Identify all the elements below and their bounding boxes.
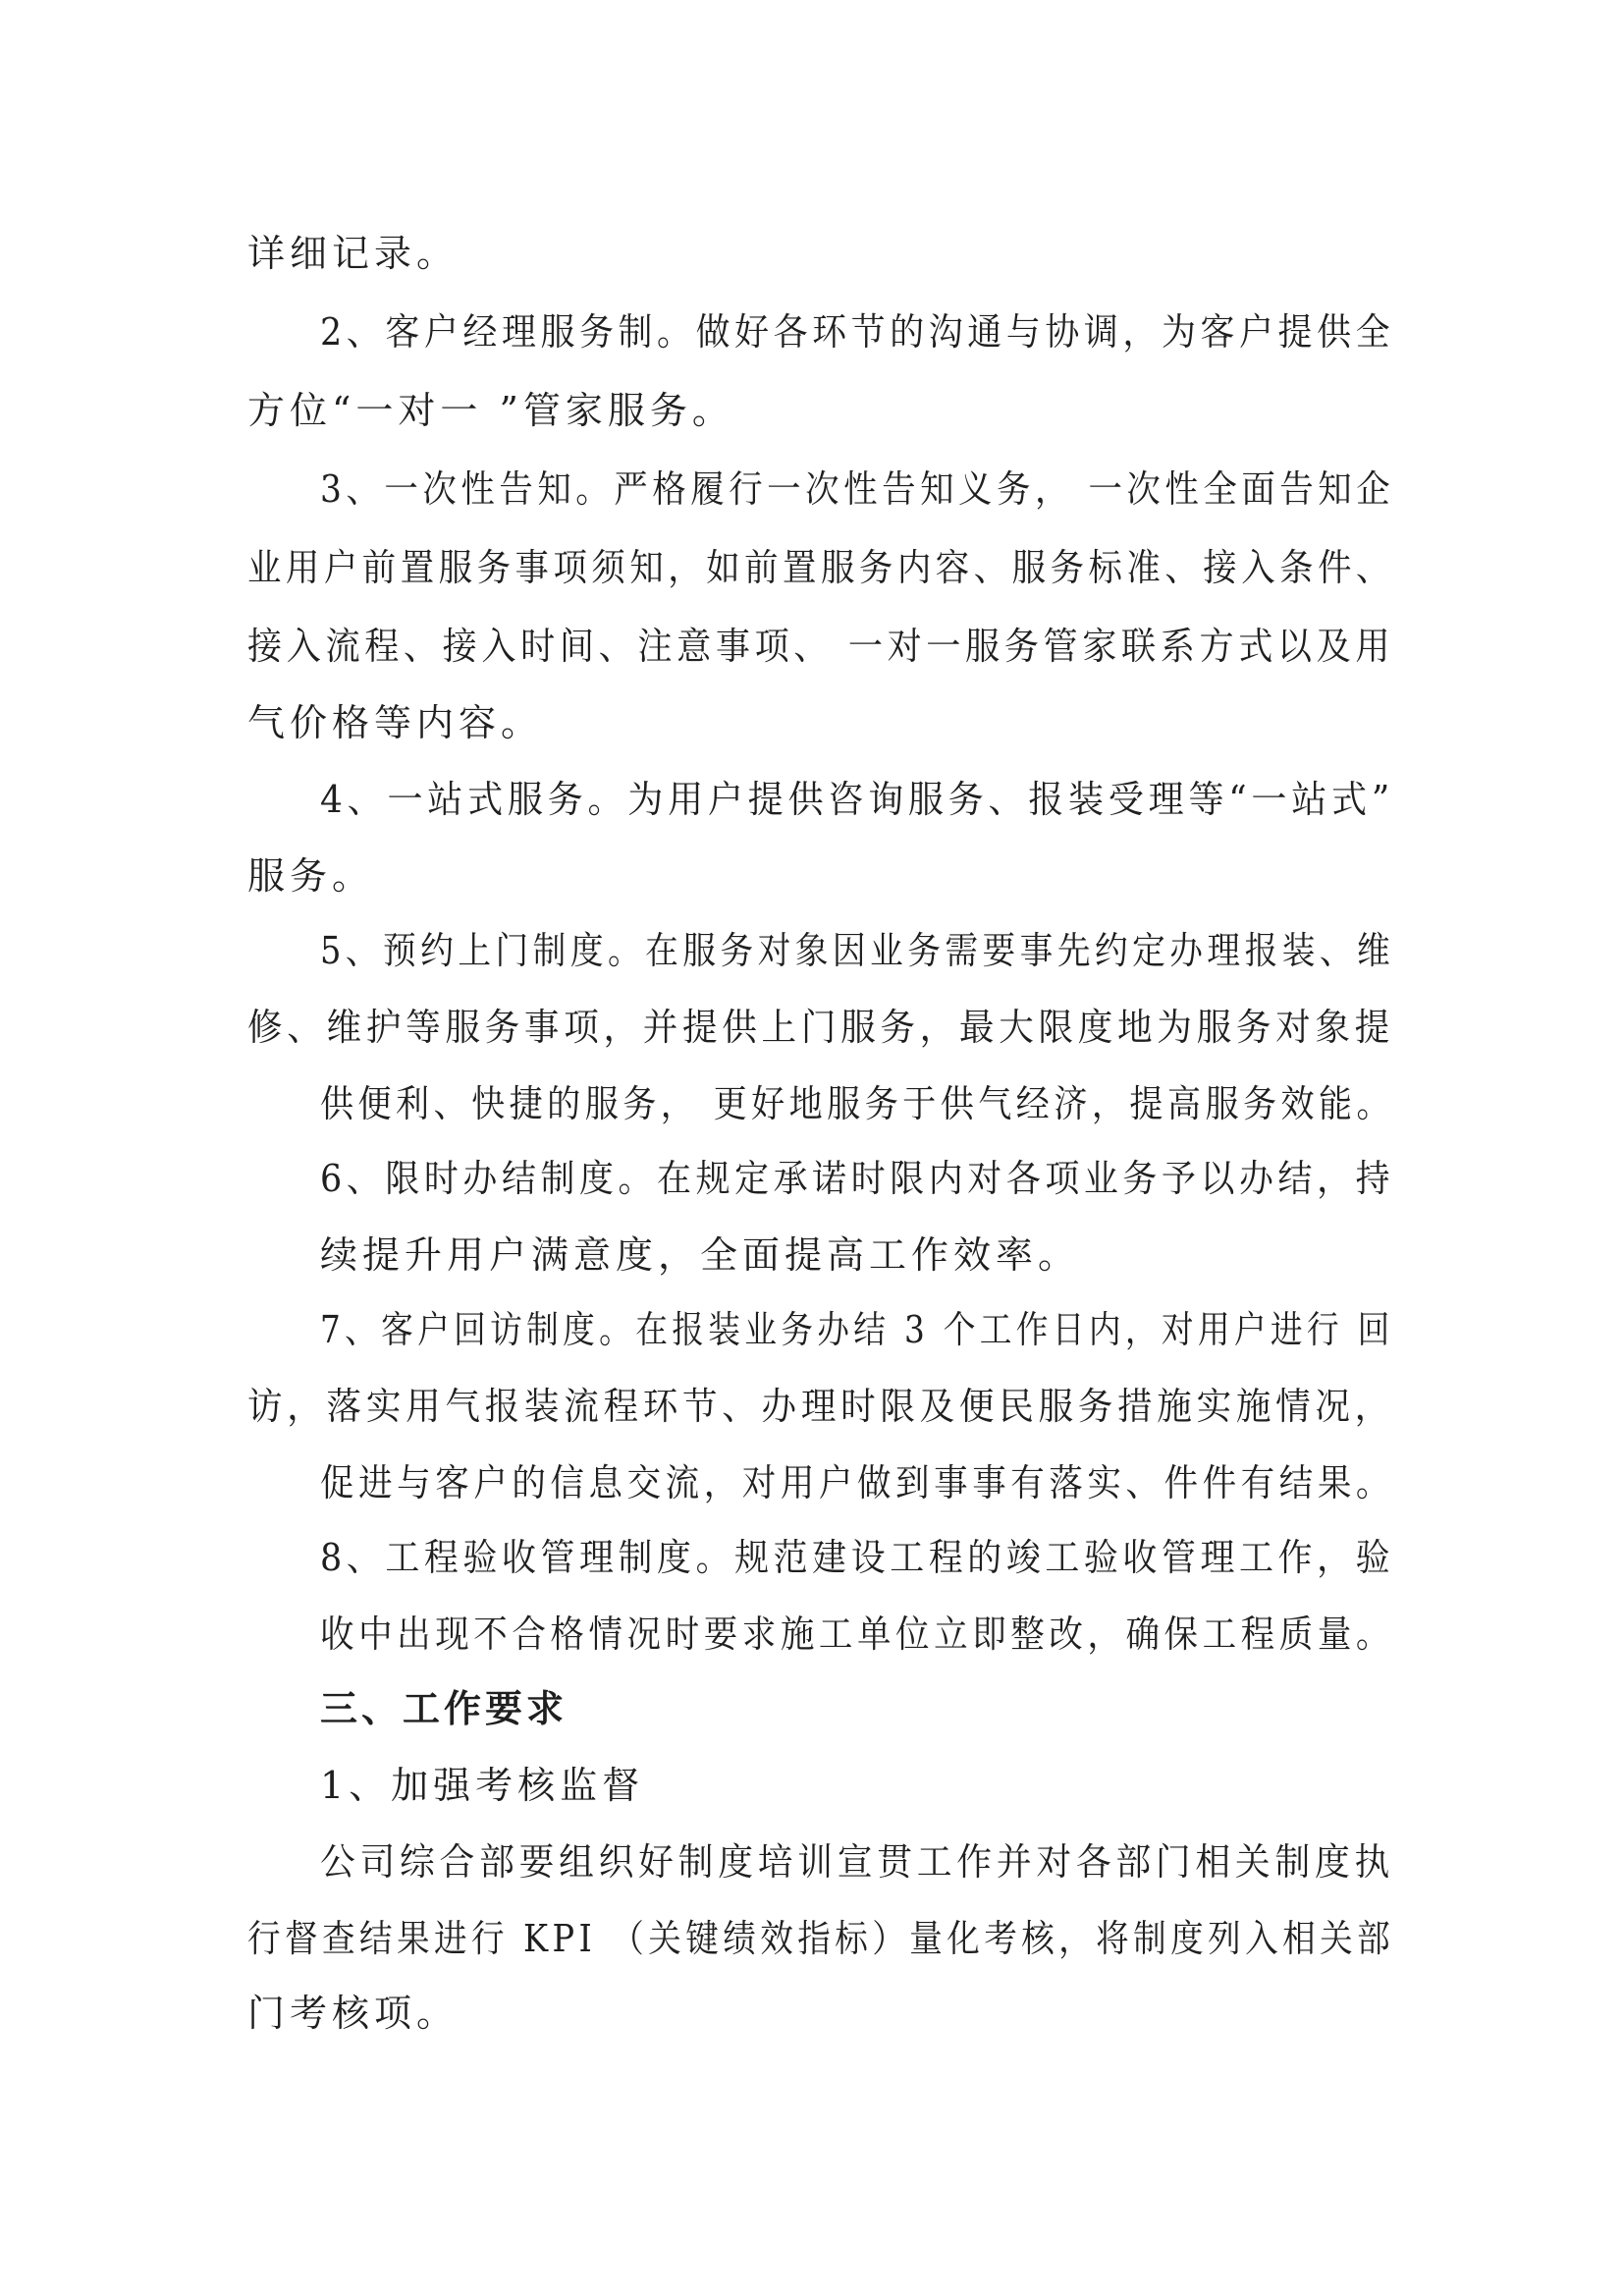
text-line: 续提升用户满意度，全面提高工作效率。 (320, 1233, 1081, 1277)
text-line: 修、维护等服务事项，并提供上门服务，最大限度地为服务对象提 (247, 1006, 1394, 1049)
text-line: 6、限时办结制度。在规定承诺时限内对各项业务予以办结，持 (320, 1157, 1395, 1200)
text-line: 公司综合部要组织好制度培训宣贯工作并对各部门相关制度执 (320, 1840, 1395, 1884)
text-line: 详细记录。 (247, 232, 460, 275)
text-line: 供便利、快捷的服务， 更好地服务于供气经济，提高服务效能。 (320, 1082, 1395, 1125)
subsection-title: 1、加强考核监督 (320, 1764, 645, 1807)
text-line: 促进与客户的信息交流，对用户做到事事有落实、件件有结果。 (320, 1461, 1394, 1504)
text-line: 服务。 (247, 854, 375, 898)
text-line: 2、客户经理服务制。做好各环节的沟通与协调，为客户提供全 (320, 310, 1395, 354)
text-line: 8、工程验收管理制度。规范建设工程的竣工验收管理工作，验 (320, 1536, 1395, 1579)
text-line: 门考核项。 (247, 1992, 460, 2035)
text-line: 业用户前置服务事项须知，如前置服务内容、服务标准、接入条件、 (247, 546, 1394, 589)
text-line: 5、预约上门制度。在服务对象因业务需要事先约定办理报装、维 (320, 929, 1395, 972)
section-heading: 三、工作要求 (320, 1687, 568, 1730)
text-line: 3、一次性告知。严格履行一次性告知义务， 一次性全面告知企 (320, 467, 1395, 511)
text-line: 访，落实用气报装流程环节、办理时限及便民服务措施实施情况， (247, 1385, 1394, 1428)
text-line: 气价格等内容。 (247, 701, 544, 744)
text-line: 4、一站式服务。为用户提供咨询服务、报装受理等“一站式” (320, 778, 1395, 821)
text-line: 方位“一对一 ”管家服务。 (247, 389, 734, 432)
text-line: 7、客户回访制度。在报装业务办结 3 个工作日内，对用户进行 回 (320, 1308, 1394, 1351)
text-line: 行督查结果进行 KPI （关键绩效指标）量化考核，将制度列入相关部 (247, 1917, 1395, 1960)
text-line: 接入流程、接入时间、注意事项、 一对一服务管家联系方式以及用 (247, 625, 1395, 668)
text-line: 收中出现不合格情况时要求施工单位立即整改，确保工程质量。 (320, 1613, 1394, 1656)
